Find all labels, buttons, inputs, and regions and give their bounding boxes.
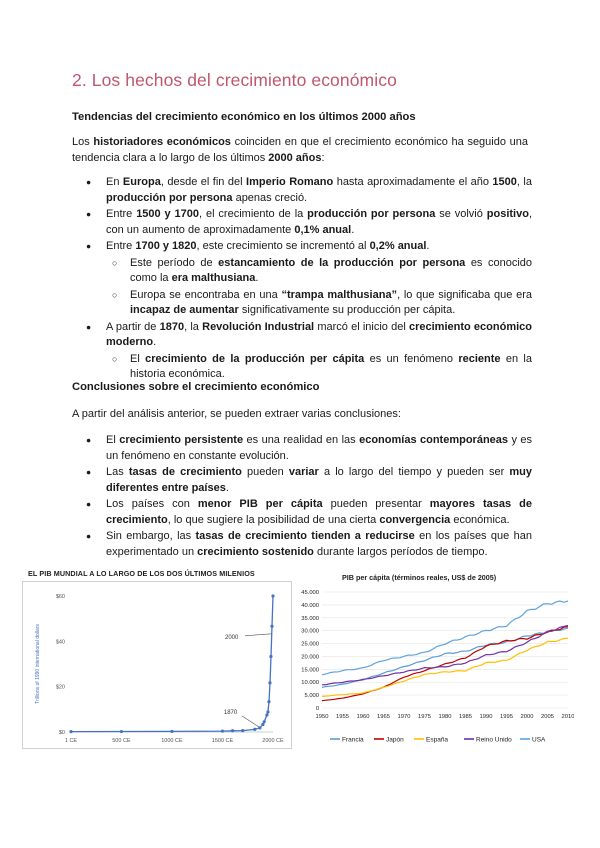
legend-label: España (426, 736, 449, 744)
x-tick-label: 1995 (500, 714, 513, 720)
trends-list-item: ● A partir de 1870, la Revolución Industrial marcó el inicio del crecimiento económico moderno. ○ El crecimiento de la producción per cápita es un fenómeno reciente en la historia económica. (72, 320, 532, 383)
data-point (241, 729, 244, 732)
annotation-arrow-1870 (242, 716, 259, 727)
y-tick-label: 30.000 (301, 628, 319, 635)
world-gdp-chart-svg (23, 582, 291, 748)
y-axis-label: Trillions of 1990 international dollars (35, 624, 41, 704)
data-point (266, 710, 269, 713)
data-point (221, 729, 224, 732)
x-tick-label: 500 CE (112, 738, 131, 744)
section-title-trends: Tendencias del crecimiento económico en los últimos 2000 años (72, 111, 416, 123)
data-point (269, 655, 272, 658)
x-tick-label: 2000 CE (262, 738, 284, 744)
conclusions-list-item: ● Sin embargo, las tasas de crecimiento tienden a reducirse en los países que han experimentado un crecimiento sostenido durante largos períodos de tiempo. (72, 529, 532, 560)
y-tick-label: 35.000 (301, 615, 319, 622)
trends-list-subitem: ○ Europa se encontraba en una “trampa malthusiana”, lo que significaba que era incapaz de aumentar significativamente su producción per cápita. (106, 288, 532, 319)
y-tick-label: 10.000 (301, 680, 319, 687)
data-point (170, 730, 173, 733)
trends-list-sublist (106, 352, 532, 383)
series-line-japón (322, 627, 568, 701)
annotation-1870: 1870 (223, 709, 238, 716)
x-tick-label: 1985 (459, 714, 472, 720)
x-tick-label: 1000 CE (161, 738, 183, 744)
y-tick-label: $20 (55, 684, 65, 691)
data-point (263, 720, 266, 723)
y-tick-label: 20.000 (301, 654, 319, 661)
conclusions-list (72, 433, 532, 561)
conclusions-list-item: ● Los países con menor PIB per cápita pueden presentar mayores tasas de crecimiento, lo que sugiere la posibilidad de una cierta convergencia económica. (72, 497, 532, 528)
legend-label: USA (532, 736, 546, 744)
y-tick-label: 45.000 (301, 590, 319, 596)
y-tick-label: $0 (58, 730, 65, 736)
x-tick-label: 2000 (520, 714, 534, 720)
gdp-per-capita-chart-svg (292, 584, 574, 754)
legend-label: Francia (342, 736, 364, 744)
x-tick-label: 1965 (377, 714, 390, 720)
trends-list-subitem: ○ Este período de estancamiento de la producción por persona es conocido como la era malthusiana. (106, 256, 532, 287)
gdp-per-capita-chart-title: PIB per cápita (términos reales, US$ de 2005) (342, 573, 497, 582)
trends-list-item: ● En Europa, desde el fin del Imperio Romano hasta aproximadamente el año 1500, la producción por persona apenas creció. (72, 175, 532, 206)
conclusions-list-item: ● El crecimiento persistente es una realidad en las economías contemporáneas y es un fenómeno en constante evolución. (72, 433, 532, 464)
annotation-2000: 2000 (225, 634, 239, 641)
y-tick-label: $40 (55, 639, 65, 646)
trends-list-sublist (106, 256, 532, 319)
data-point (231, 729, 234, 732)
y-tick-label: $60 (55, 594, 65, 600)
section-title-conclusions: Conclusiones sobre el crecimiento económico (72, 381, 320, 393)
world-gdp-chart (22, 581, 292, 749)
trends-list (72, 175, 532, 384)
y-tick-label: 5.000 (304, 693, 319, 700)
data-point (267, 700, 270, 703)
x-tick-label: 1990 (479, 714, 493, 720)
data-point (268, 681, 271, 684)
y-tick-label: 0 (315, 706, 319, 712)
conclusions-intro: A partir del análisis anterior, se pueden extraer varias conclusiones: (72, 408, 401, 420)
annotation-arrow-2000 (245, 634, 272, 636)
world-gdp-line (71, 596, 273, 732)
data-point (265, 713, 268, 716)
data-point (270, 625, 273, 628)
x-tick-label: 2005 (541, 714, 554, 720)
trends-list-subitem: ○ El crecimiento de la producción per cápita es un fenómeno reciente en la historia económica. (106, 352, 532, 383)
x-tick-label: 1950 (315, 714, 329, 720)
x-tick-label: 2010 (561, 714, 574, 720)
legend-label: Reino Unido (476, 736, 512, 744)
world-gdp-chart-title: EL PIB MUNDIAL A LO LARGO DE LOS DOS ÚLTIMOS MILENIOS (28, 569, 255, 578)
x-tick-label: 1500 CE (211, 738, 234, 744)
x-tick-label: 1960 (356, 714, 370, 720)
x-tick-label: 1980 (438, 714, 452, 720)
x-tick-label: 1955 (336, 714, 349, 720)
trends-list-item: ● Entre 1500 y 1700, el crecimiento de la producción por persona se volvió positivo, con un aumento de aproximadamente 0,1% anual. (72, 207, 532, 238)
y-tick-label: 40.000 (301, 602, 319, 609)
x-tick-label: 1970 (397, 714, 411, 720)
intro-paragraph: Los historiadores económicos coinciden en que el crecimiento económico ha seguido una tendencia clara a lo largo de los últimos 2000 años: (72, 136, 528, 164)
legend-label: Japón (386, 736, 404, 744)
x-tick-label: 1 CE (64, 738, 78, 744)
data-point (120, 730, 123, 733)
series-line-reino-unido (322, 626, 568, 685)
trends-list-item: ● Entre 1700 y 1820, este crecimiento se incrementó al 0,2% anual. ○ Este período de estancamiento de la producción por persona es conocido como la era malthusiana. ○ Europa se encontraba en una “trampa malthusiana”, lo que significaba que era incapaz de aumentar significativamente su producción per cápita. (72, 239, 532, 319)
data-point (69, 730, 72, 733)
y-tick-label: 25.000 (301, 641, 319, 648)
data-point (253, 728, 256, 731)
data-point (271, 594, 274, 597)
page-title: 2. Los hechos del crecimiento económico (72, 70, 397, 90)
conclusions-list-item: ● Las tasas de crecimiento pueden variar a lo largo del tiempo y pueden ser muy diferentes entre países. (72, 465, 532, 496)
x-tick-label: 1975 (418, 714, 431, 720)
y-tick-label: 15.000 (301, 667, 319, 674)
